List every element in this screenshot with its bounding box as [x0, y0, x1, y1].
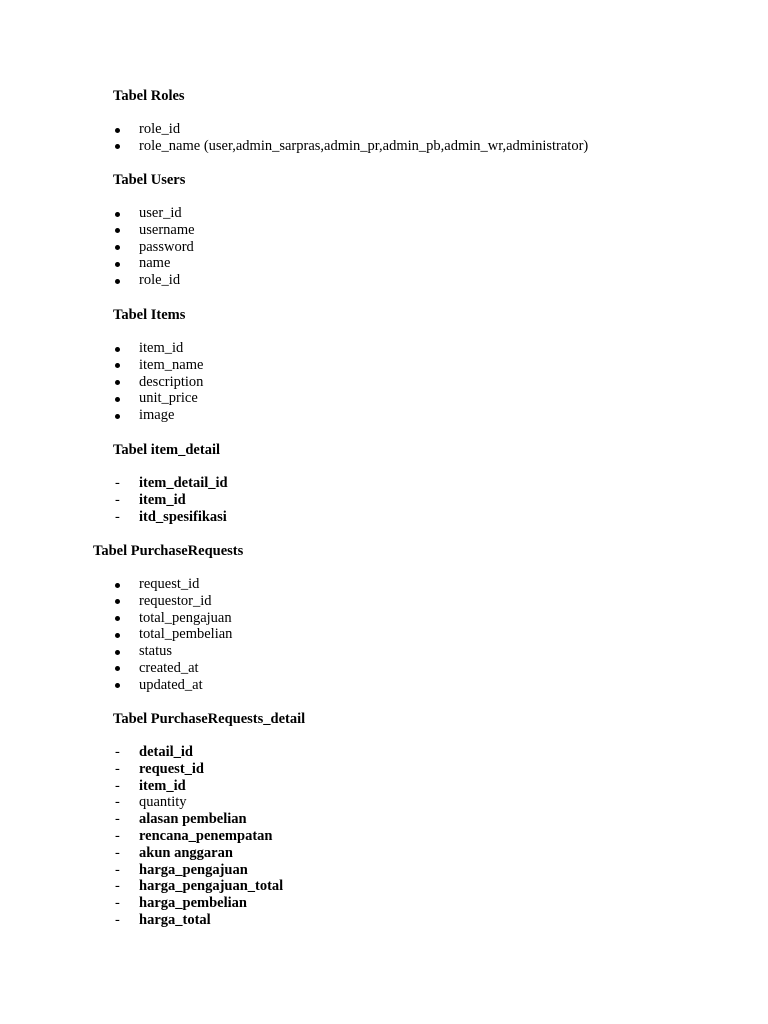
field-name: status: [139, 643, 173, 660]
field-name: description: [139, 373, 204, 390]
bullet-icon: [115, 228, 120, 233]
field-name: quantity: [139, 794, 187, 811]
field-name: detail_id: [139, 744, 193, 760]
field-name: total_pengajuan: [139, 609, 232, 626]
bullet-icon: [115, 599, 120, 604]
bullet-icon: [115, 633, 120, 638]
section-heading: Tabel PurchaseRequests: [93, 543, 244, 559]
bullet-icon: [115, 666, 120, 671]
bullet-icon: [115, 683, 120, 688]
field-name: rencana_penempatan: [139, 827, 273, 844]
field-name: unit_price: [139, 390, 198, 407]
field-name: harga_total: [139, 911, 211, 928]
dash-marker-icon: -: [115, 895, 120, 912]
section-heading: Tabel PurchaseRequests_detail: [113, 711, 306, 727]
bullet-icon: [115, 616, 120, 621]
section-heading: Tabel item_detail: [113, 442, 221, 458]
dash-marker-icon: -: [115, 861, 120, 878]
dash-marker-icon: -: [115, 878, 120, 895]
dash-marker-icon: -: [115, 811, 120, 828]
section-heading: Tabel Items: [113, 307, 186, 323]
bullet-icon: [115, 262, 120, 267]
bullet-icon: [115, 380, 120, 385]
field-name: harga_pengajuan_total: [139, 878, 284, 895]
bullet-icon: [115, 347, 120, 352]
dash-marker-icon: -: [115, 794, 120, 811]
field-name: item_detail_id: [139, 475, 228, 491]
field-name: requestor_id: [139, 592, 212, 609]
field-name: role_id: [139, 272, 181, 289]
field-name: item_id: [139, 491, 186, 508]
field-name: akun anggaran: [139, 844, 233, 861]
bullet-icon: [115, 212, 120, 217]
field-name: alasan pembelian: [139, 811, 247, 828]
dash-marker-icon: -: [115, 777, 120, 794]
bullet-icon: [115, 245, 120, 250]
section-heading: Tabel Users: [113, 172, 186, 188]
dash-marker-icon: -: [115, 827, 120, 844]
field-name: harga_pengajuan: [139, 861, 248, 878]
dash-marker-icon: -: [115, 744, 120, 760]
field-name: name: [139, 255, 171, 272]
bullet-icon: [115, 144, 120, 149]
field-name: created_at: [139, 659, 199, 676]
dash-marker-icon: -: [115, 508, 120, 525]
section-heading: Tabel Roles: [113, 88, 185, 104]
dash-marker-icon: -: [115, 475, 120, 491]
field-name: item_id: [139, 340, 184, 356]
field-name: item_id: [139, 777, 186, 794]
bullet-icon: [115, 279, 120, 284]
bullet-icon: [115, 414, 120, 419]
field-name: itd_spesifikasi: [139, 508, 227, 525]
field-name: username: [139, 221, 195, 238]
field-name: role_name (user,admin_sarpras,admin_pr,admin_pb,admin_wr,administrator): [139, 137, 589, 154]
dash-marker-icon: -: [115, 844, 120, 861]
bullet-icon: [115, 363, 120, 368]
dash-marker-icon: -: [115, 911, 120, 928]
bullet-icon: [115, 397, 120, 402]
field-name: image: [139, 407, 175, 424]
field-name: request_id: [139, 760, 204, 777]
bullet-icon: [115, 128, 120, 133]
field-name: item_name: [139, 356, 204, 373]
field-name: password: [139, 238, 194, 255]
dash-marker-icon: -: [115, 760, 120, 777]
field-name: harga_pembelian: [139, 895, 247, 912]
field-name: updated_at: [139, 676, 203, 693]
field-name: user_id: [139, 205, 182, 221]
dash-marker-icon: -: [115, 491, 120, 508]
bullet-icon: [115, 650, 120, 655]
bullet-icon: [115, 583, 120, 588]
field-name: role_id: [139, 121, 181, 137]
field-name: request_id: [139, 576, 200, 592]
field-name: total_pembelian: [139, 626, 233, 643]
